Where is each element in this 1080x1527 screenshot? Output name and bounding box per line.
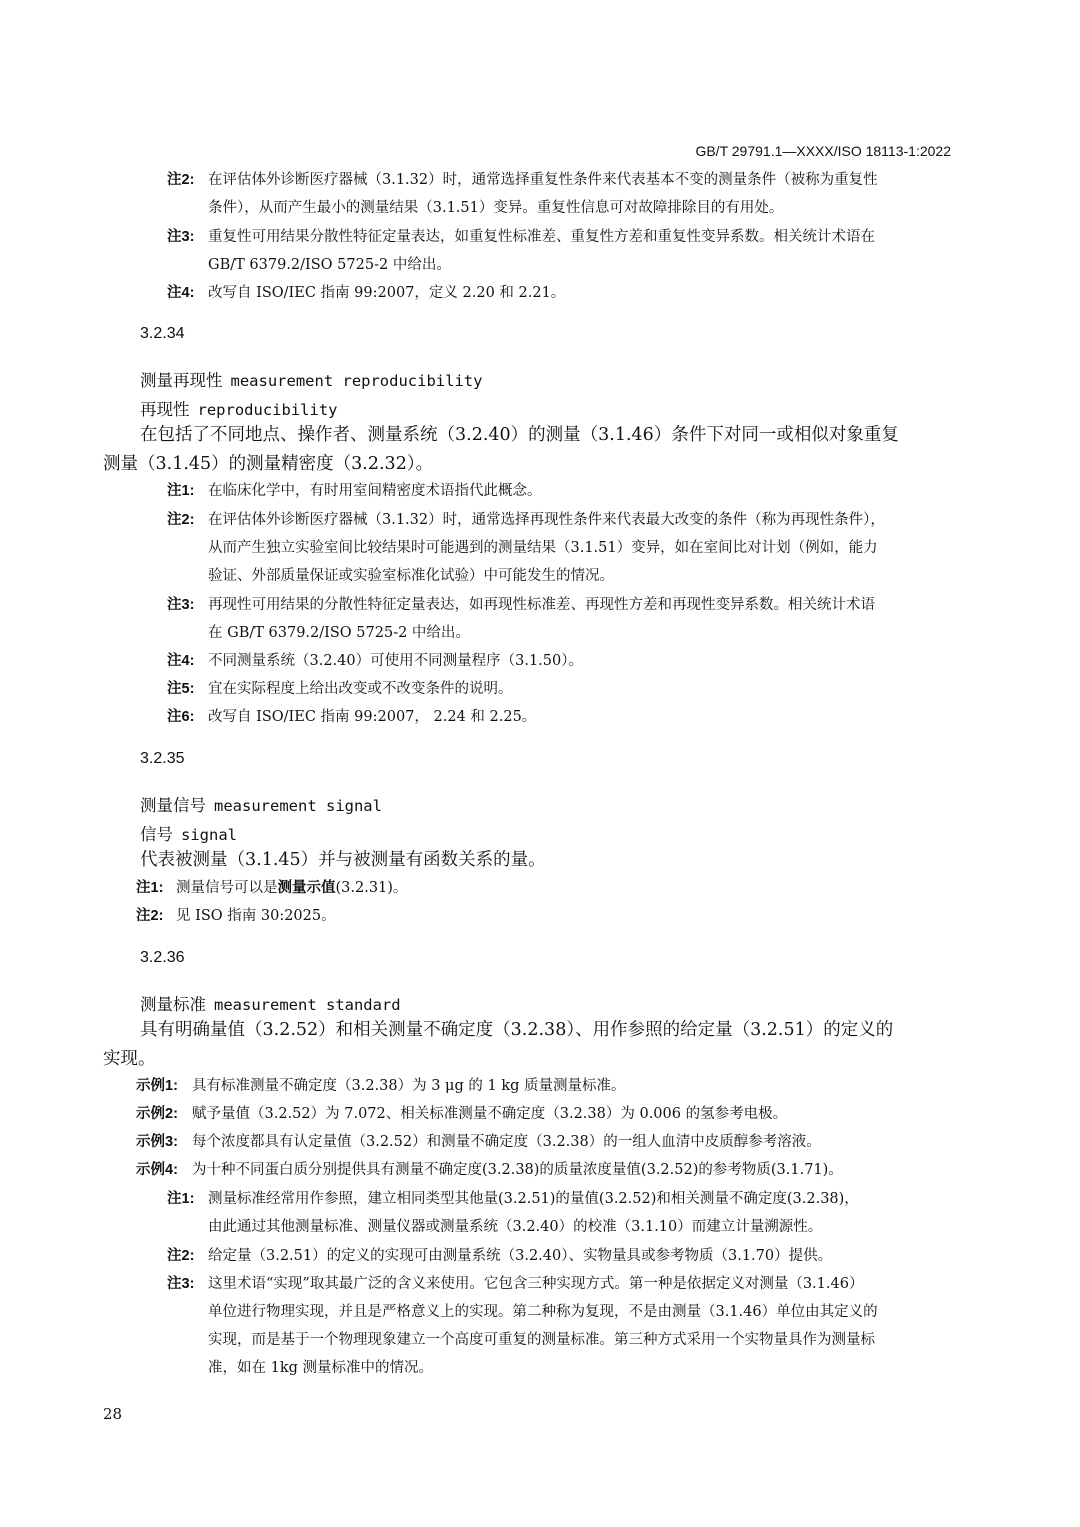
note-text: 改写自 ISO/IEC 指南 99:2007， 2.24 和 2.25。: [208, 709, 537, 725]
note-text: 由此通过其他测量标准、测量仪器或测量系统（3.2.40）的校准（3.1.10）而建立计量溯源性。: [208, 1219, 823, 1235]
note-label: 注1:: [167, 483, 195, 499]
term-entry: [140, 821, 237, 845]
note-label: 注3:: [167, 229, 195, 245]
note-label: 注2:: [167, 1248, 195, 1264]
example-text: 赋予量值（3.2.52）为 7.072、相关标准测量不确定度（3.2.38）为 0.006 的氢参考电极。: [192, 1106, 788, 1122]
term-english: reproducibility: [197, 401, 338, 419]
term-entry: [140, 991, 401, 1015]
note-text: 重复性可用结果分散性特征定量表达，如重复性标准差、重复性方差和重复性变异系数。相关统计术语在: [208, 229, 875, 245]
document-header: GB/T 29791.1—XXXX/ISO 18113-1:2022: [695, 143, 951, 159]
note-text: 这里术语“实现”取其最广泛的含义来使用。它包含三种实现方式。第一种是依据定义对测量（3.1.46）: [208, 1276, 864, 1292]
note-text: GB/T 6379.2/ISO 5725-2 中给出。: [208, 257, 451, 273]
term-chinese: 信号: [140, 826, 173, 844]
note-text-part: 测量信号可以是: [176, 880, 278, 896]
term-entry: [140, 792, 382, 816]
definition-text: 在包括了不同地点、操作者、测量系统（3.2.40）的测量（3.1.46）条件下对同一或相似对象重复: [140, 425, 899, 445]
note-text: 在评估体外诊断医疗器械（3.1.32）时，通常选择重复性条件来代表基本不变的测量条件（被称为重复性: [208, 172, 878, 188]
page-number: 28: [103, 1405, 123, 1423]
note-text: 验证、外部质量保证或实验室标准化试验）中可能发生的情况。: [208, 568, 614, 584]
note-label: 注5:: [167, 681, 195, 697]
example-text: 每个浓度都具有认定量值（3.2.52）和测量不确定度（3.2.38）的一组人血清中皮质醇参考溶液。: [192, 1134, 821, 1150]
note-text: 给定量（3.2.51）的定义的实现可由测量系统（3.2.40）、实物量具或参考物质（3.1.70）提供。: [208, 1248, 833, 1264]
note-text: 在 GB/T 6379.2/ISO 5725-2 中给出。: [208, 625, 470, 641]
definition-text: 测量（3.1.45）的测量精密度（3.2.32）。: [103, 454, 434, 474]
note-text: 见 ISO 指南 30:2025。: [176, 908, 336, 924]
note-text: 不同测量系统（3.2.40）可使用不同测量程序（3.1.50）。: [208, 653, 583, 669]
term-english: measurement reproducibility: [230, 372, 483, 390]
note-text: [176, 878, 407, 898]
example-text: 具有标准测量不确定度（3.2.38）为 3 μg 的 1 kg 质量测量标准。: [192, 1078, 626, 1094]
note-label: 注2:: [167, 172, 195, 188]
example-label: 示例4:: [136, 1162, 178, 1178]
note-label: 注2:: [167, 512, 195, 528]
term-chinese: 测量再现性: [140, 372, 223, 390]
note-label: 注4:: [167, 285, 195, 301]
term-entry: [140, 367, 482, 391]
note-text: 条件），从而产生最小的测量结果（3.1.51）变异。重复性信息可对故障排除目的有用处。: [208, 200, 784, 216]
definition-text: 代表被测量（3.1.45）并与被测量有函数关系的量。: [140, 850, 546, 870]
term-entry: [140, 396, 337, 420]
section-number: 3.2.35: [140, 750, 185, 767]
term-english: signal: [181, 826, 237, 844]
note-text: 实现，而是基于一个物理现象建立一个高度可重复的测量标准。第三种方式采用一个实物量具作为测量标: [208, 1332, 875, 1348]
section-number: 3.2.34: [140, 325, 185, 342]
note-label: 注3:: [167, 1276, 195, 1292]
example-label: 示例3:: [136, 1134, 178, 1150]
term-english: measurement standard: [214, 996, 401, 1014]
note-text: 测量标准经常用作参照，建立相同类型其他量(3.2.51)的量值(3.2.52)和相关测量不确定度(3.2.38)，: [208, 1191, 859, 1207]
note-text: 在评估体外诊断医疗器械（3.1.32）时，通常选择再现性条件来代表最大改变的条件（称为再现性条件），: [208, 512, 885, 528]
term-english: measurement signal: [214, 797, 382, 815]
example-text: 为十种不同蛋白质分别提供具有测量不确定度(3.2.38)的质量浓度量值(3.2.52)的参考物质(3.1.71)。: [192, 1162, 843, 1178]
note-text: 单位进行物理实现，并且是严格意义上的实现。第二种称为复现，不是由测量（3.1.46）单位由其定义的: [208, 1304, 878, 1320]
note-text: 再现性可用结果的分散性特征定量表达，如再现性标准差、再现性方差和再现性变异系数。相关统计术语: [208, 597, 875, 613]
note-text: 改写自 ISO/IEC 指南 99:2007，定义 2.20 和 2.21。: [208, 285, 566, 301]
note-text: 从而产生独立实验室间比较结果时可能遇到的测量结果（3.1.51）变异，如在室间比对计划（例如，能力: [208, 540, 878, 556]
term-chinese: 测量信号: [140, 797, 206, 815]
note-label: 注6:: [167, 709, 195, 725]
section-number: 3.2.36: [140, 949, 185, 966]
note-label: 注1:: [136, 880, 164, 896]
note-label: 注1:: [167, 1191, 195, 1207]
note-label: 注4:: [167, 653, 195, 669]
term-chinese: 测量标准: [140, 996, 206, 1014]
term-chinese: 再现性: [140, 401, 190, 419]
example-label: 示例1:: [136, 1078, 178, 1094]
note-text: 在临床化学中，有时用室间精密度术语指代此概念。: [208, 483, 542, 499]
note-text: 宜在实际程度上给出改变或不改变条件的说明。: [208, 681, 513, 697]
bold-term: 测量示值: [277, 880, 336, 896]
note-label: 注2:: [136, 908, 164, 924]
example-label: 示例2:: [136, 1106, 178, 1122]
note-text: 准，如在 1kg 测量标准中的情况。: [208, 1360, 434, 1376]
note-label: 注3:: [167, 597, 195, 613]
definition-text: 具有明确量值（3.2.52）和相关测量不确定度（3.2.38）、用作参照的给定量（3.2.51）的定义的: [140, 1020, 894, 1040]
definition-text: 实现。: [103, 1049, 156, 1069]
note-text-part: (3.2.31)。: [335, 880, 408, 896]
